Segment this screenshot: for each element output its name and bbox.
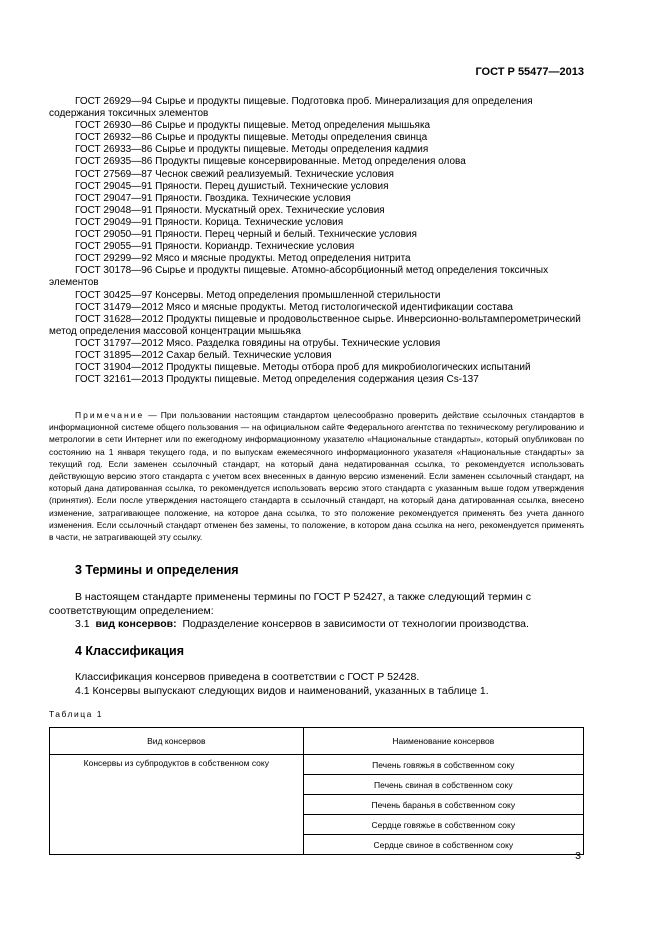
table-header-row [50, 728, 584, 755]
note-paragraph [49, 409, 584, 543]
reference-item: ГОСТ 30425—97 Консервы. Метод определения промышленной стерильности [75, 289, 441, 301]
header-name: Наименование консервов [303, 728, 583, 755]
reference-item: ГОСТ 26932—86 Сырье и продукты пищевые. Методы определения свинца [75, 132, 428, 144]
reference-item: ГОСТ 29045—91 Пряности. Перец душистый. Технические условия [75, 180, 389, 192]
reference-item: ГОСТ 26935—86 Продукты пищевые консервированные. Метод определения олова [75, 156, 466, 168]
reference-item: ГОСТ 26930—86 Сырье и продукты пищевые. Метод определения мышьяка [75, 120, 431, 132]
kind-cell: Консервы из субпродуктов в собственном соку [50, 755, 304, 855]
reference-item: ГОСТ 31895—2012 Сахар белый. Технические условия [75, 349, 332, 361]
note-label: Примечание [75, 410, 145, 420]
table-row [50, 755, 584, 775]
canned-goods-table [49, 727, 584, 855]
name-cell: Печень баранья в собственном соку [303, 795, 583, 815]
section-4-para-2: 4.1 Консервы выпускают следующих видов и наименований, указанных в таблице 1. [75, 685, 489, 697]
reference-item: ГОСТ 27569—87 Чеснок свежий реализуемый. Технические условия [75, 168, 394, 180]
reference-item: ГОСТ 29049—91 Пряности. Корица. Технические условия [75, 216, 344, 228]
section-3-heading: 3 Термины и определения [75, 563, 239, 577]
reference-list [49, 96, 584, 386]
reference-item: ГОСТ 31479—2012 Мясо и мясные продукты. Метод гистологической идентификации состава [75, 301, 513, 313]
reference-item: ГОСТ 29055—91 Пряности. Кориандр. Технические условия [75, 241, 355, 253]
reference-item: ГОСТ 30178—96 Сырье и продукты пищевые. Атомно-абсорбционный метод определения токсичных элементов [49, 265, 549, 289]
section-4-para-1: Классификация консервов приведена в соответствии с ГОСТ Р 52428. [75, 671, 420, 683]
term-definition: 3.1 вид консервов: Подразделение консервов в зависимости от технологии производства. [75, 618, 529, 630]
reference-item: ГОСТ 31628—2012 Продукты пищевые и продовольственное сырье. Инверсионно-вольтамперометрический метод определения массовой концентрации мышьяка [49, 313, 581, 337]
name-cell: Сердце свиное в собственном соку [303, 835, 583, 855]
table-caption: Таблица 1 [49, 709, 103, 719]
section-3-intro: В настоящем стандарте применены термины по ГОСТ Р 52427, а также следующий термин с соответствующим определением: [49, 591, 532, 617]
reference-item: ГОСТ 29299—92 Мясо и мясные продукты. Метод определения нитрита [75, 253, 411, 265]
name-cell: Печень свиная в собственном соку [303, 775, 583, 795]
page-number: 3 [575, 850, 581, 862]
reference-item: ГОСТ 26933—86 Сырье и продукты пищевые. Методы определения кадмия [75, 144, 429, 156]
section-4-heading: 4 Классификация [75, 644, 185, 658]
reference-item: ГОСТ 29048—91 Пряности. Мускатный орех. Технические условия [75, 204, 385, 216]
header-kind: Вид консервов [50, 728, 304, 755]
reference-item: ГОСТ 29050—91 Пряности. Перец черный и белый. Технические условия [75, 229, 417, 241]
note-text: — При пользовании настоящим стандартом целесообразно проверить действие ссылочных стандартов в информационной системе общего пользования — на официальном сайте Федерального агентства по техническому регулированию и метрологии в сети Интернет или по ежегодному информационному указателю «Национальные стандарты», который опубликован по состоянию на 1 января текущего года, и по выпускам ежемесячного информационного указателя «Национальные стандарты» за текущий год. Если заменен ссылочный стандарт, на который дана недатированная ссылка, то рекомендуется использовать действующую версию этого стандарта с учетом всех внесенных в данную версию изменений. Если заменен ссылочный стандарт, на который дана датированная ссылка, то рекомендуется использовать версию этого стандарта с указанным выше годом утверждения (принятия). Если после утверждения настоящего стандарта в ссылочный стандарт, на который дана датированная ссылка, внесено изменение, затрагивающее положение, на которое дана ссылка, то это положение рекомендуется применять без учета данного изменения. Если ссылочный стандарт отменен без замены, то положение, в котором дана ссылка на него, рекомендуется применять в части, не затрагивающей эту ссылку. [49, 410, 584, 543]
name-cell: Печень говяжья в собственном соку [303, 755, 583, 775]
reference-item: ГОСТ 29047—91 Пряности. Гвоздика. Технические условия [75, 192, 351, 204]
reference-item: ГОСТ 31797—2012 Мясо. Разделка говядины на отрубы. Технические условия [75, 337, 441, 349]
name-cell: Сердце говяжье в собственном соку [303, 815, 583, 835]
document-header: ГОСТ Р 55477—2013 [475, 66, 584, 78]
reference-item: ГОСТ 26929—94 Сырье и продукты пищевые. Подготовка проб. Минерализация для определения содержания токсичных элементов [49, 96, 533, 120]
reference-item: ГОСТ 31904—2012 Продукты пищевые. Методы отбора проб для микробиологических испытаний [75, 362, 531, 374]
reference-item: ГОСТ 32161—2013 Продукты пищевые. Метод определения содержания цезия Cs-137 [75, 374, 479, 386]
